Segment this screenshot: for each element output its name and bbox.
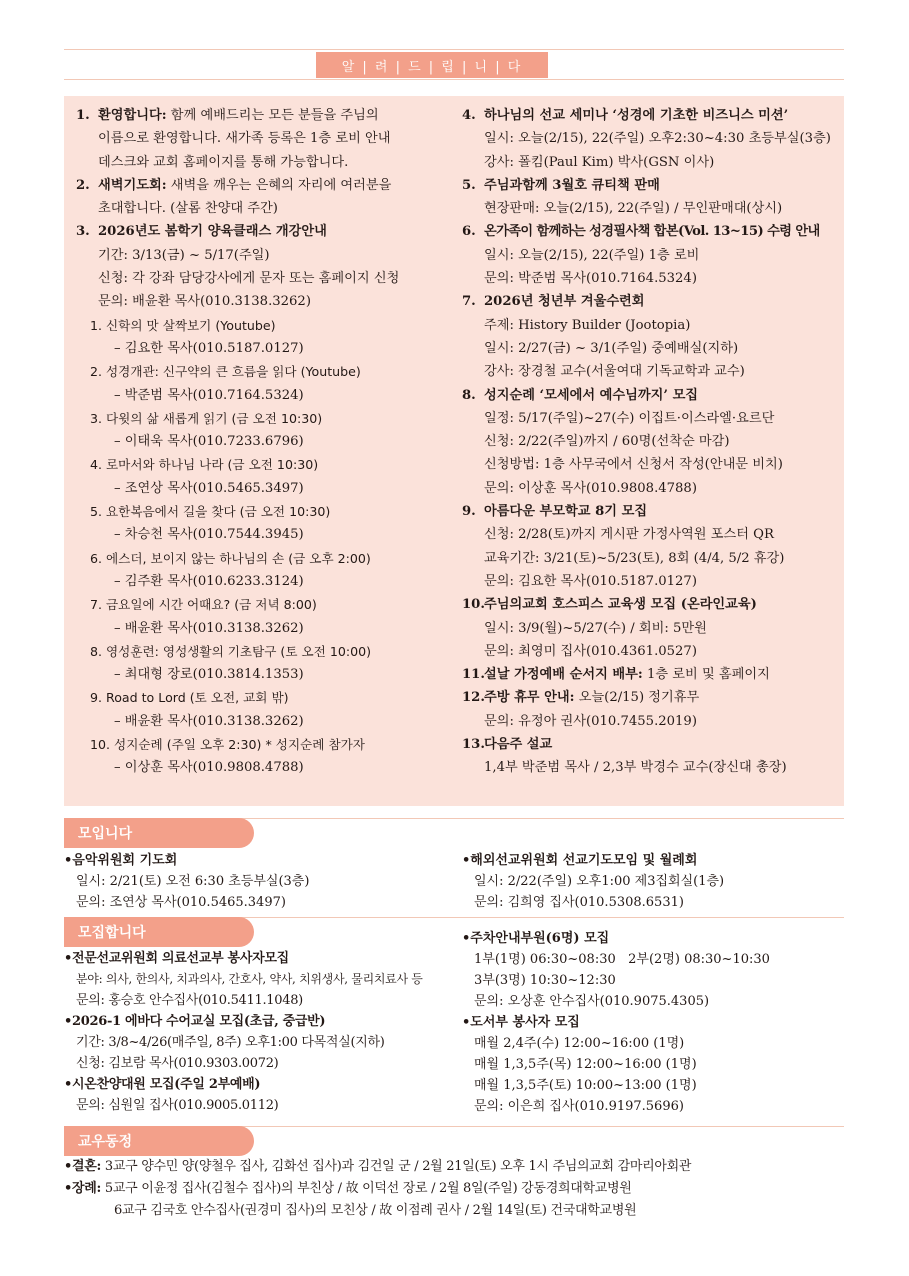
notice-number: 8.	[462, 387, 476, 403]
notice-line: 문의: 배윤환 목사(010.3138.3262)	[98, 294, 311, 310]
notice-number: 7.	[462, 294, 476, 310]
news-text: 3교구 양수민 양(양철우 집사, 김화선 집사)과 김건일 군 / 2월 21일(토) 오후 1시 주님의교회 감마리아회관	[104, 1159, 692, 1174]
class-title: 1. 신학의 맛 살짝보기 (Youtube)	[90, 317, 276, 333]
gather-left	[64, 850, 454, 913]
notice-title: 환영합니다:	[98, 108, 167, 123]
news-label: •결혼:	[64, 1159, 102, 1174]
recruit-right	[462, 928, 844, 1117]
notice-number: 10.	[462, 597, 485, 613]
notice-item	[462, 686, 842, 733]
notice-title: 성지순례 ‘모세에서 예수님까지’ 모집	[484, 387, 699, 403]
recruit-title: •시온찬양대원 모집(주일 2부예배)	[64, 1077, 261, 1092]
gather-line: 일시: 2/21(토) 오전 6:30 초등부실(3층)	[76, 874, 310, 889]
notice-line: 문의: 박준범 목사(010.7164.5324)	[484, 271, 697, 287]
notice-item	[462, 290, 842, 383]
notice-item	[76, 174, 460, 221]
notice-line: 오늘(2/15) 정기휴무	[578, 690, 700, 706]
class-title: 7. 금요일에 시간 어때요? (금 저녁 8:00)	[90, 597, 317, 613]
notice-line: 1층 로비 및 홈페이지	[646, 667, 770, 683]
recruit-title: •주차안내부원(6명) 모집	[462, 931, 610, 946]
notice-title: 주님과함께 3월호 큐티책 판매	[484, 177, 660, 193]
news-text: 6교구 김국호 안수집사(권경미 집사)의 모친상 / 故 이점례 권사 / 2월 14일(토) 건국대학교병원	[114, 1203, 637, 1218]
notice-line: 1,4부 박준범 목사 / 2,3부 박경수 교수(장신대 총장)	[484, 760, 787, 776]
notice-title: 다음주 설교	[484, 737, 553, 753]
notice-number: 4.	[462, 108, 476, 123]
recruit-line: 문의: 이은희 집사(010.9197.5696)	[474, 1099, 684, 1114]
notice-line: 주제: History Builder (Jootopia)	[484, 317, 691, 333]
notice-number: 1.	[76, 108, 90, 123]
section-header-news: 교우동정	[64, 1126, 254, 1156]
notice-item	[462, 593, 842, 663]
class-teacher: – 박준범 목사(010.7164.5324)	[114, 387, 304, 403]
class-title: 2. 성경개관: 신구약의 큰 흐름을 읽다 (Youtube)	[90, 364, 361, 380]
notice-line: 문의: 김요한 목사(010.5187.0127)	[484, 573, 697, 589]
class-teacher: – 이태욱 목사(010.7233.6796)	[114, 434, 304, 450]
notice-title: 온가족이 함께하는 성경필사책 합본(Vol. 13~15) 수령 안내	[484, 224, 820, 240]
news-item	[64, 1200, 844, 1222]
notice-number: 11.	[462, 667, 485, 683]
notice-box	[64, 96, 844, 806]
news-text: 5교구 이윤정 집사(김철수 집사)의 부친상 / 故 이덕선 장로 / 2월 8일(주일) 강동경희대학교병원	[104, 1181, 632, 1196]
recruit-line: 신청: 김보람 목사(010.9303.0072)	[76, 1056, 279, 1071]
class-teacher: – 이상훈 목사(010.9808.4788)	[114, 760, 304, 776]
notice-line: 신청방법: 1층 사무국에서 신청서 작성(안내문 비치)	[484, 457, 783, 473]
notice-banner: 알 | 려 | 드 | 립 | 니 | 다	[316, 52, 548, 78]
notice-item	[462, 733, 842, 780]
class-title: 9. Road to Lord (토 오전, 교회 밖)	[90, 690, 289, 706]
notice-line: 문의: 최영미 집사(010.4361.0527)	[484, 643, 697, 659]
class-list	[76, 314, 460, 780]
recruit-line: 문의: 심원일 집사(010.9005.0112)	[76, 1098, 279, 1113]
notice-number: 9.	[462, 504, 476, 520]
class-teacher: – 김요한 목사(010.5187.0127)	[114, 340, 304, 356]
news-list	[64, 1156, 844, 1222]
recruit-line: 기간: 3/8~4/26(매주일, 8주) 오후1:00 다목적실(지하)	[76, 1035, 385, 1050]
notice-number: 12.	[462, 690, 485, 706]
notice-line: 일정: 5/17(주일)~27(수) 이집트·이스라엘·요르단	[484, 410, 775, 426]
notice-column-left	[76, 104, 460, 780]
class-title: 6. 에스더, 보이지 않는 하나님의 손 (금 오후 2:00)	[90, 550, 371, 566]
recruit-line: 매월 1,3,5주(목) 12:00~16:00 (1명)	[474, 1057, 697, 1072]
class-title: 5. 요한복음에서 길을 찾다 (금 오전 10:30)	[90, 504, 331, 520]
notice-number: 5.	[462, 177, 476, 193]
class-title: 10. 성지순례 (주일 오후 2:30) * 성지순례 참가자	[90, 737, 365, 753]
section-header-gather: 모입니다	[64, 818, 254, 848]
notice-item	[462, 220, 842, 290]
recruit-line: 1부(1명) 06:30~08:30 2부(2명) 08:30~10:30	[474, 952, 770, 967]
notice-line: 일시: 오늘(2/15), 22(주일) 1층 로비	[484, 247, 700, 263]
notice-title: 2026년도 봄학기 양육클래스 개강안내	[98, 224, 327, 240]
notice-line: 기간: 3/13(금) ~ 5/17(주일)	[98, 247, 270, 263]
class-title: 4. 로마서와 하나님 나라 (금 오전 10:30)	[90, 457, 319, 473]
notice-line: 이름으로 환영합니다. 새가족 등록은 1층 로비 안내	[98, 131, 391, 147]
recruit-line: 매월 1,3,5주(토) 10:00~13:00 (1명)	[474, 1078, 697, 1093]
recruit-title: •도서부 봉사자 모집	[462, 1015, 580, 1030]
notice-item	[76, 220, 460, 313]
news-label: •장례:	[64, 1181, 102, 1196]
gather-title: •해외선교위원회 선교기도모임 및 월례회	[462, 853, 698, 868]
notice-line: 신청: 2/22(주일)까지 / 60명(선착순 마감)	[484, 434, 730, 450]
class-teacher: – 조연상 목사(010.5465.3497)	[114, 480, 304, 496]
recruit-line: 매월 2,4주(수) 12:00~16:00 (1명)	[474, 1036, 685, 1051]
notice-title: 설날 가정예배 순서지 배부:	[484, 667, 643, 683]
notice-line: 일시: 2/27(금) ~ 3/1(주일) 중예배실(지하)	[484, 340, 739, 356]
notice-title: 주방 휴무 안내:	[484, 690, 575, 706]
recruit-line: 문의: 오상훈 안수집사(010.9075.4305)	[474, 994, 710, 1009]
class-teacher: – 김주환 목사(010.6233.3124)	[114, 573, 304, 589]
notice-line: 문의: 이상훈 목사(010.9808.4788)	[484, 480, 697, 496]
section-header-recruit: 모집합니다	[64, 917, 254, 947]
notice-title: 2026년 청년부 겨울수련회	[484, 294, 645, 310]
notice-column-right	[462, 104, 842, 780]
news-item	[64, 1178, 844, 1200]
gather-line: 일시: 2/22(주일) 오후1:00 제3집회실(1층)	[474, 874, 725, 889]
notice-item	[462, 384, 842, 500]
recruit-left	[64, 948, 454, 1116]
class-teacher: – 배윤환 목사(010.3138.3262)	[114, 713, 304, 729]
notice-line: 초대합니다. (살롬 찬양대 주간)	[98, 201, 278, 217]
notice-line: 신청: 2/28(토)까지 게시판 가정사역원 포스터 QR	[484, 527, 774, 543]
class-teacher: – 최대형 장로(010.3814.1353)	[114, 667, 304, 683]
recruit-line: 3부(3명) 10:30~12:30	[474, 973, 616, 988]
recruit-line: 문의: 홍승호 안수집사(010.5411.1048)	[76, 993, 303, 1008]
class-teacher: – 차승천 목사(010.7544.3945)	[114, 527, 304, 543]
notice-item	[76, 104, 460, 174]
gather-line: 문의: 김희영 집사(010.5308.6531)	[474, 895, 684, 910]
notice-title: 새벽기도회:	[98, 177, 167, 193]
recruit-line: 분야: 의사, 한의사, 치과의사, 간호사, 약사, 치위생사, 물리치료사 등	[76, 972, 423, 986]
notice-number: 3.	[76, 224, 90, 240]
top-divider	[64, 49, 844, 50]
recruit-title: •전문선교위원회 의료선교부 봉사자모집	[64, 951, 289, 966]
class-title: 8. 영성훈련: 영성생활의 기초탐구 (토 오전 10:00)	[90, 643, 372, 659]
notice-title: 하나님의 선교 세미나 ‘성경에 기초한 비즈니스 미션’	[484, 108, 789, 123]
notice-item	[462, 104, 842, 174]
gather-title: •음악위원회 기도회	[64, 853, 178, 868]
notice-line: 일시: 3/9(월)~5/27(수) / 회비: 5만원	[484, 620, 707, 636]
gather-line: 문의: 조연상 목사(010.5465.3497)	[76, 895, 286, 910]
notice-line: 문의: 유정아 권사(010.7455.2019)	[484, 713, 697, 729]
notice-line: 강사: 장경철 교수(서울여대 기독교학과 교수)	[484, 364, 745, 380]
class-teacher: – 배윤환 목사(010.3138.3262)	[114, 620, 304, 636]
notice-line: 강사: 폴킴(Paul Kim) 박사(GSN 이사)	[484, 154, 715, 170]
notice-item	[462, 174, 842, 221]
notice-item	[462, 663, 842, 686]
notice-number: 2.	[76, 177, 90, 193]
notice-number: 6.	[462, 224, 476, 240]
notice-line: 함께 예배드리는 모든 분들을 주님의	[170, 108, 379, 123]
class-title: 3. 다윗의 삶 새롭게 읽기 (금 오전 10:30)	[90, 410, 323, 426]
notice-line: 신청: 각 강좌 담당강사에게 문자 또는 홈페이지 신청	[98, 271, 400, 287]
notice-line: 교육기간: 3/21(토)~5/23(토), 8회 (4/4, 5/2 휴강)	[484, 550, 785, 566]
notice-item	[462, 500, 842, 593]
news-item	[64, 1156, 844, 1178]
notice-line: 일시: 오늘(2/15), 22(주일) 오후2:30~4:30 초등부실(3층)	[484, 131, 831, 147]
recruit-title: •2026-1 에바다 수어교실 모집(초급, 중급반)	[64, 1014, 326, 1029]
notice-line: 현장판매: 오늘(2/15), 22(주일) / 무인판매대(상시)	[484, 201, 783, 217]
notice-title: 아름다운 부모학교 8기 모집	[484, 504, 648, 520]
notice-line: 새벽을 깨우는 은혜의 자리에 여러분을	[170, 177, 392, 193]
banner-divider	[64, 79, 844, 80]
notice-line: 데스크와 교회 홈페이지를 통해 가능합니다.	[98, 154, 349, 170]
notice-title: 주님의교회 호스피스 교육생 모집 (온라인교육)	[484, 597, 757, 613]
gather-right	[462, 850, 844, 913]
notice-number: 13.	[462, 737, 485, 753]
